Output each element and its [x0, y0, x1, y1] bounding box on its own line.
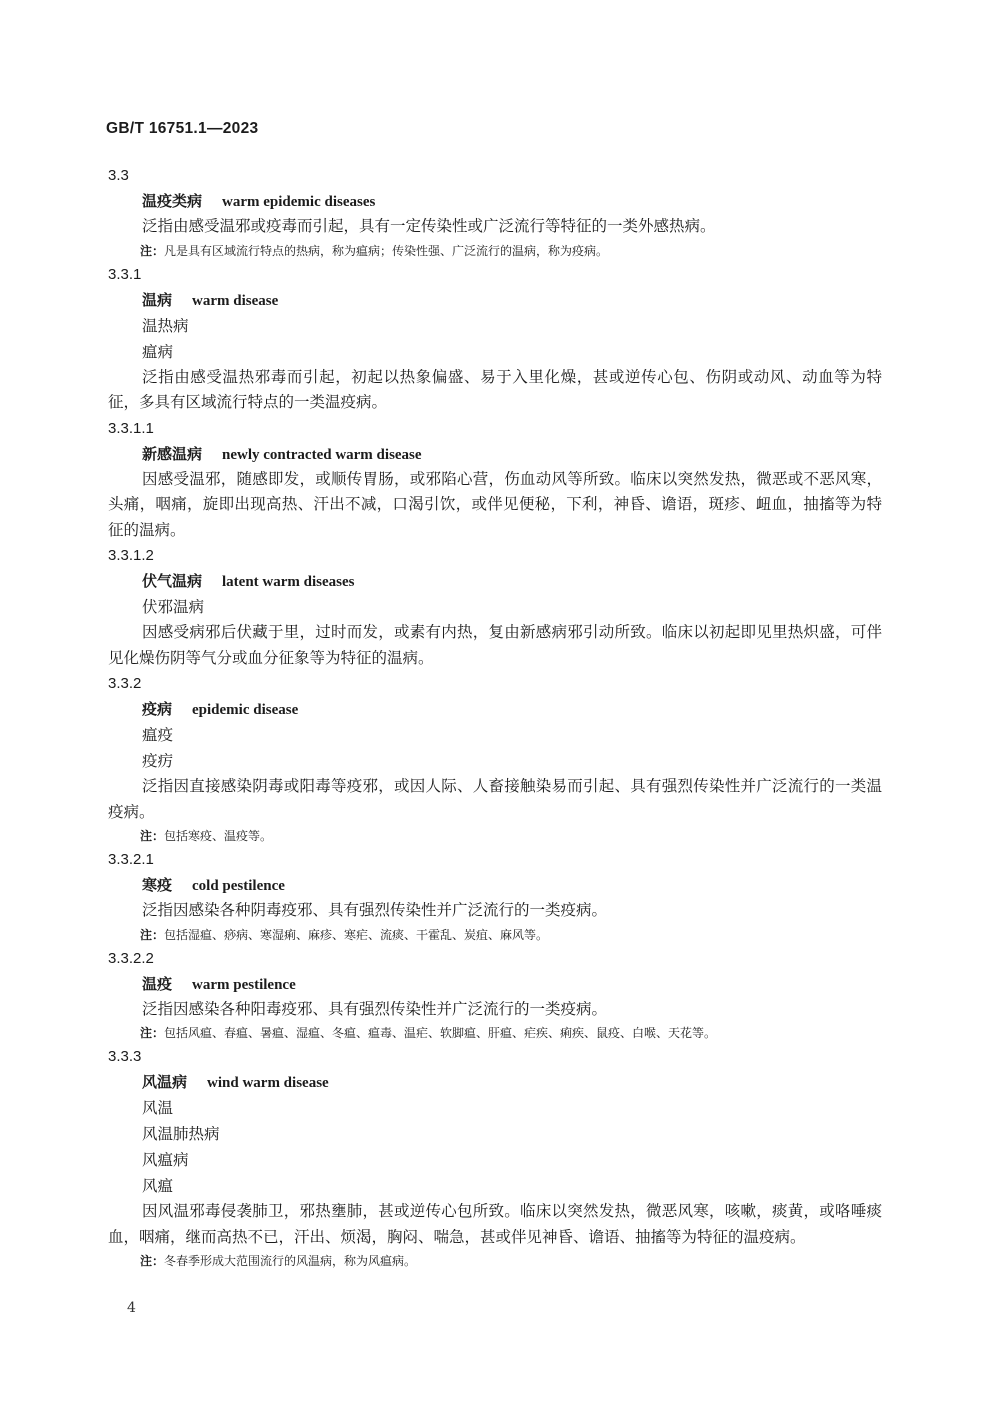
note-text: 冬春季形成大范围流行的风温病，称为风瘟病。 [164, 1254, 417, 1268]
note-text: 包括风瘟、春瘟、暑瘟、湿瘟、冬瘟、瘟毒、温疟、软脚瘟、肝瘟、疟疾、痢疾、鼠疫、白喉、天花等。 [164, 1026, 717, 1040]
term-synonym: 疫疠 [142, 752, 174, 770]
term-english: warm pestilence [192, 976, 296, 993]
term-synonym: 伏邪温病 [142, 598, 205, 616]
term-chinese: 风温病 [142, 1073, 188, 1091]
term-heading [0, 441, 999, 467]
clause-number: 3.3.3 [108, 1048, 142, 1065]
term-chinese: 寒疫 [142, 876, 173, 894]
note-label: 注： [140, 1254, 165, 1268]
note-text: 包括湿瘟、痧病、寒湿痢、麻疹、寒疟、流痰、干霍乱、炭疽、麻风等。 [164, 927, 549, 942]
term-definition: 因感受病邪后伏藏于里，过时而发，或素有内热，复由新感病邪引动所致。临床以初起即见里热炽盛，可伴见化燥伤阴等气分或血分征象等为特征的温病。 [108, 623, 882, 667]
term-heading [0, 287, 999, 313]
clause-number: 3.3 [108, 167, 129, 184]
terms-content [0, 164, 999, 1273]
term-note [0, 1251, 999, 1273]
term-note [0, 826, 999, 848]
term-synonym: 风瘟 [142, 1177, 174, 1195]
term-note [0, 241, 999, 263]
term-chinese: 温病 [142, 290, 173, 309]
term-definition: 泛指因感染各种阳毒疫邪、具有强烈传染性并广泛流行的一类疫病。 [142, 999, 608, 1018]
term-definition: 因感受温邪，随感即发，或顺传胃肠，或邪陷心营，伤血动风等所致。临床以突然发热，微恶或不恶风寒，头痛，咽痛，旋即出现高热、汗出不减，口渴引饮，或伴见便秘，下利，神昏、谵语，斑疹、衄血，抽搐等为特征的温病。 [108, 469, 882, 539]
clause-number: 3.3.1 [108, 265, 142, 283]
term-heading [0, 188, 999, 214]
clause-number: 3.3.2 [108, 675, 142, 692]
clause-number: 3.3.1.1 [108, 419, 154, 437]
term-note [0, 1023, 999, 1045]
term-heading [0, 872, 999, 898]
term-english: warm disease [192, 292, 279, 309]
term-heading [0, 696, 999, 722]
term-chinese: 伏气温病 [142, 572, 203, 590]
term-definition: 泛指由感受温热邪毒而引起，初起以热象偏盛、易于入里化燥，甚或逆传心包、伤阴或动风、动血等为特征，多具有区域流行特点的一类温疫病。 [108, 367, 882, 411]
note-label: 注： [140, 243, 165, 258]
term-chinese: 疫病 [142, 700, 173, 718]
standard-code: GB/T 16751.1—2023 [106, 120, 259, 137]
term-synonym: 风温 [142, 1099, 174, 1117]
term-note [0, 925, 999, 947]
term-definition: 泛指因直接感染阴毒或阳毒等疫邪，或因人际、人畜接触染易而引起、具有强烈传染性并广泛流行的一类温疫病。 [108, 777, 882, 821]
term-synonym: 风温肺热病 [142, 1125, 220, 1143]
clause-number: 3.3.2.2 [108, 949, 154, 967]
term-english: wind warm disease [207, 1075, 329, 1091]
term-synonym: 瘟病 [142, 342, 174, 361]
note-label: 注： [140, 829, 165, 843]
term-heading [0, 568, 999, 594]
note-label: 注： [140, 1026, 165, 1040]
term-synonym: 温热病 [142, 316, 189, 335]
note-text: 包括寒疫、温疫等。 [164, 829, 273, 843]
note-text: 凡是具有区域流行特点的热病，称为瘟病；传染性强、广泛流行的温病，称为疫病。 [164, 243, 609, 258]
page-number: 4 [127, 1300, 136, 1316]
term-heading [0, 971, 999, 997]
term-chinese: 新感温病 [142, 444, 203, 463]
term-english: cold pestilence [192, 878, 285, 894]
term-english: warm epidemic diseases [222, 194, 376, 210]
term-chinese: 温疫类病 [142, 192, 203, 210]
note-label: 注： [140, 927, 165, 942]
clause-number: 3.3.2.1 [108, 851, 154, 868]
term-definition: 因风温邪毒侵袭肺卫，邪热壅肺，甚或逆传心包所致。临床以突然发热，微恶风寒，咳嗽，痰黄，或咯唾痰血，咽痛，继而高热不已，汗出、烦渴，胸闷、喘急，甚或伴见神昏、谵语、抽搐等为特征的温疫病。 [108, 1202, 882, 1246]
term-synonym: 风瘟病 [142, 1151, 189, 1169]
term-synonym: 瘟疫 [142, 726, 174, 744]
term-english: epidemic disease [192, 702, 299, 718]
term-chinese: 温疫 [142, 974, 173, 993]
term-english: latent warm diseases [222, 574, 355, 590]
term-english: newly contracted warm disease [222, 446, 422, 463]
term-definition: 泛指由感受温邪或疫毒而引起，具有一定传染性或广泛流行等特征的一类外感热病。 [142, 217, 716, 235]
clause-number: 3.3.1.2 [108, 547, 154, 564]
term-heading [0, 1069, 999, 1095]
term-definition: 泛指因感染各种阴毒疫邪、具有强烈传染性并广泛流行的一类疫病。 [142, 901, 608, 919]
